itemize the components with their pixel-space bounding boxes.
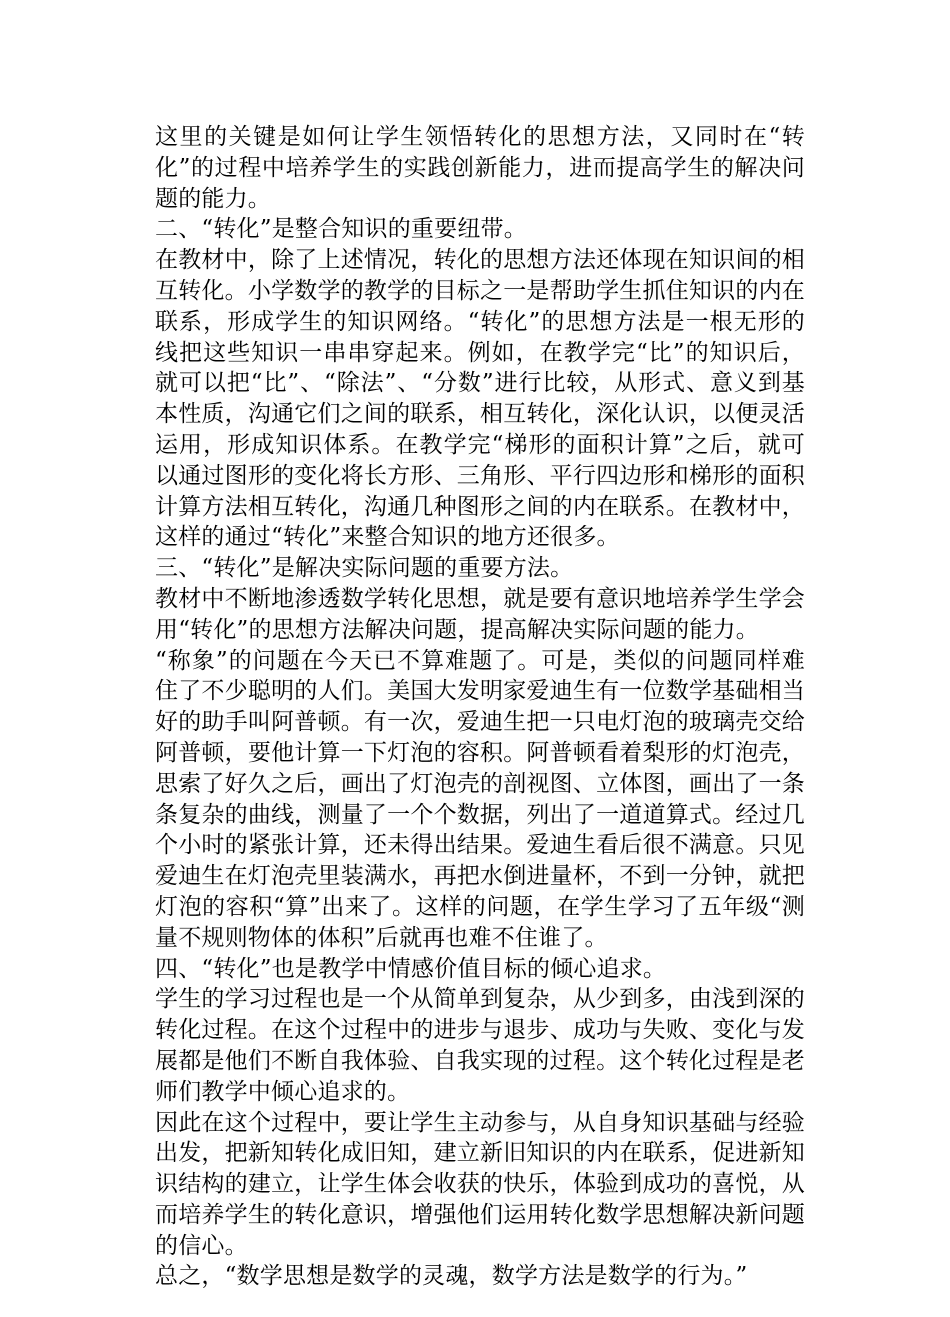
paragraph-conclusion: 总之，“数学思想是数学的灵魂，数学方法是数学的行为。” xyxy=(155,1263,748,1290)
paragraph-active-participation: 因此在这个过程中，要让学生主动参与，从自身知识基础与经验出发，把新知转化成旧知，建立新旧知识的内在联系，促进新知识结构的建立，让学生体会收获的快乐，体验到成功的喜悦，从而培养学生的转化意识，增强他们运用转化数学思想解决新问题的信心。 xyxy=(155,1109,805,1259)
heading-section-two: 二、“转化”是整合知识的重要纽带。 xyxy=(155,216,527,243)
paragraph-knowledge-integration: 在教材中，除了上述情况，转化的思想方法还体现在知识间的相互转化。小学数学的教学的目标之一是帮助学生抓住知识的内在联系，形成学生的知识网络。“转化”的思想方法是一根无形的线把这些知识一串串穿起来。例如，在教学完“比”的知识后，就可以把“比”、“除法”、“分数”进行比较，从形式、意义到基本性质，沟通它们之间的联系，相互转化，深化认识，以便灵活运用，形成知识体系。在教学完“梯形的面积计算”之后，就可以通过图形的变化将长方形、三角形、平行四边形和梯形的面积计算方法相互转化，沟通几种图形之间的内在联系。在教材中，这样的通过“转化”来整合知识的地方还很多。 xyxy=(155,247,805,551)
document-body xyxy=(155,122,805,1292)
paragraph-key-point: 这里的关键是如何让学生领悟转化的思想方法，又同时在“转化”的过程中培养学生的实践创新能力，进而提高学生的解决问题的能力。 xyxy=(155,124,805,212)
paragraph-problem-solving: 教材中不断地渗透数学转化思想，就是要有意识地培养学生学会用“转化”的思想方法解决问题，提高解决实际问题的能力。 xyxy=(155,585,805,643)
paragraph-learning-process: 学生的学习过程也是一个从简单到复杂，从少到多，由浅到深的转化过程。在这个过程中的进步与退步、成功与失败、变化与发展都是他们不断自我体验、自我实现的过程。这个转化过程是老师们教学中倾心追求的。 xyxy=(155,986,805,1105)
paragraph-edison-story: “称象”的问题在今天已不算难题了。可是，类似的问题同样难住了不少聪明的人们。美国大发明家爱迪生有一位数学基础相当好的助手叫阿普顿。有一次，爱迪生把一只电灯泡的玻璃壳交给阿普顿，要他计算一下灯泡的容积。阿普顿看着梨形的灯泡壳，思索了好久之后，画出了灯泡壳的剖视图、立体图，画出了一条条复杂的曲线，测量了一个个数据，列出了一道道算式。经过几个小时的紧张计算，还未得出结果。爱迪生看后很不满意。只见爱迪生在灯泡壳里装满水，再把水倒进量杯，不到一分钟，就把灯泡的容积“算”出来了。这样的问题，在学生学习了五年级“测量不规则物体的体积”后就再也难不住谁了。 xyxy=(155,647,805,951)
heading-section-three: 三、“转化”是解决实际问题的重要方法。 xyxy=(155,555,574,582)
heading-section-four: 四、“转化”也是教学中情感价值目标的倾心追求。 xyxy=(155,955,667,982)
